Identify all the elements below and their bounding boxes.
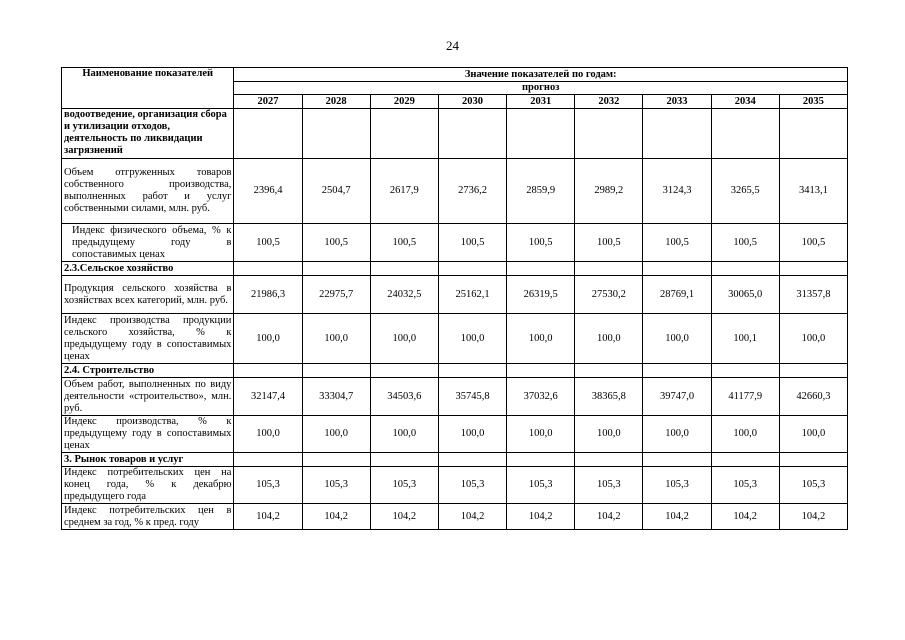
- value-cell: 42660,3: [779, 378, 847, 416]
- value-cell: 105,3: [507, 467, 575, 504]
- value-cell: 105,3: [643, 467, 711, 504]
- value-cell: 100,0: [438, 416, 506, 453]
- header-year: 2032: [575, 95, 643, 109]
- value-cell: [711, 364, 779, 378]
- value-cell: 105,3: [370, 467, 438, 504]
- value-cell: 2396,4: [234, 159, 302, 224]
- value-cell: [370, 262, 438, 276]
- value-cell: 105,3: [711, 467, 779, 504]
- table-row: [62, 453, 848, 467]
- value-cell: 100,0: [779, 416, 847, 453]
- value-cell: 100,0: [302, 314, 370, 364]
- value-cell: 100,5: [711, 224, 779, 262]
- value-cell: 105,3: [779, 467, 847, 504]
- value-cell: 100,5: [438, 224, 506, 262]
- value-cell: [643, 262, 711, 276]
- value-cell: 100,0: [507, 314, 575, 364]
- value-cell: 104,2: [575, 504, 643, 530]
- value-cell: 100,0: [575, 314, 643, 364]
- value-cell: [234, 109, 302, 159]
- value-cell: 100,5: [643, 224, 711, 262]
- value-cell: 100,5: [234, 224, 302, 262]
- value-cell: 2504,7: [302, 159, 370, 224]
- indicator-name: Объем работ, выполненных по виду деятельности «строительство», млн. руб.: [62, 378, 234, 416]
- value-cell: [438, 262, 506, 276]
- value-cell: [302, 262, 370, 276]
- value-cell: 104,2: [643, 504, 711, 530]
- value-cell: [507, 364, 575, 378]
- header-year: 2034: [711, 95, 779, 109]
- value-cell: 30065,0: [711, 276, 779, 314]
- value-cell: [370, 109, 438, 159]
- value-cell: 105,3: [438, 467, 506, 504]
- table-row: [62, 314, 848, 364]
- header-year: 2033: [643, 95, 711, 109]
- table-row: [62, 276, 848, 314]
- value-cell: 100,1: [711, 314, 779, 364]
- value-cell: [575, 109, 643, 159]
- table-header: [62, 68, 848, 109]
- value-cell: 34503,6: [370, 378, 438, 416]
- value-cell: 104,2: [507, 504, 575, 530]
- indicator-name: Объем отгруженных товаров собственного производства, выполненных работ и услуг собственными силами, млн. руб.: [62, 159, 234, 224]
- value-cell: 2859,9: [507, 159, 575, 224]
- indicator-name: водоотведение, организация сбора и утилизации отходов, деятельность по ликвидации загрязнений: [62, 109, 234, 159]
- value-cell: 3265,5: [711, 159, 779, 224]
- value-cell: [370, 364, 438, 378]
- table-row: [62, 224, 848, 262]
- value-cell: 24032,5: [370, 276, 438, 314]
- value-cell: [302, 364, 370, 378]
- header-year: 2027: [234, 95, 302, 109]
- indicator-name: Индекс потребительских цен в среднем за год, % к пред. году: [62, 504, 234, 530]
- value-cell: [575, 262, 643, 276]
- value-cell: 3413,1: [779, 159, 847, 224]
- value-cell: 100,0: [234, 416, 302, 453]
- value-cell: 3124,3: [643, 159, 711, 224]
- value-cell: 100,0: [370, 416, 438, 453]
- value-cell: [711, 453, 779, 467]
- indicator-name: Индекс производства продукции сельского хозяйства, % к предыдущему году в сопоставимых ценах: [62, 314, 234, 364]
- table-row: [62, 504, 848, 530]
- page-number: 24: [446, 38, 459, 53]
- value-cell: [370, 453, 438, 467]
- value-cell: [507, 453, 575, 467]
- header-year: 2030: [438, 95, 506, 109]
- value-cell: 100,0: [575, 416, 643, 453]
- value-cell: 37032,6: [507, 378, 575, 416]
- value-cell: 100,0: [370, 314, 438, 364]
- value-cell: [438, 109, 506, 159]
- value-cell: [711, 109, 779, 159]
- value-cell: 104,2: [711, 504, 779, 530]
- indicator-name: Индекс потребительских цен на конец года, % к декабрю предыдущего года: [62, 467, 234, 504]
- value-cell: 27530,2: [575, 276, 643, 314]
- value-cell: [575, 453, 643, 467]
- value-cell: [711, 262, 779, 276]
- table-row: [62, 467, 848, 504]
- value-cell: [234, 453, 302, 467]
- value-cell: 2617,9: [370, 159, 438, 224]
- value-cell: 41177,9: [711, 378, 779, 416]
- value-cell: [643, 109, 711, 159]
- value-cell: 25162,1: [438, 276, 506, 314]
- value-cell: [234, 364, 302, 378]
- value-cell: 100,0: [711, 416, 779, 453]
- value-cell: 21986,3: [234, 276, 302, 314]
- table-row: [62, 159, 848, 224]
- value-cell: 100,5: [575, 224, 643, 262]
- header-values-title: Значение показателей по годам:: [234, 68, 848, 82]
- value-cell: 100,0: [507, 416, 575, 453]
- value-cell: [302, 453, 370, 467]
- value-cell: 105,3: [302, 467, 370, 504]
- value-cell: 100,5: [302, 224, 370, 262]
- header-year: 2028: [302, 95, 370, 109]
- value-cell: [302, 109, 370, 159]
- value-cell: 104,2: [234, 504, 302, 530]
- value-cell: 26319,5: [507, 276, 575, 314]
- value-cell: 33304,7: [302, 378, 370, 416]
- header-year: 2031: [507, 95, 575, 109]
- indicator-name: 3. Рынок товаров и услуг: [62, 453, 234, 467]
- indicator-name: 2.4. Строительство: [62, 364, 234, 378]
- value-cell: 105,3: [234, 467, 302, 504]
- value-cell: [507, 109, 575, 159]
- value-cell: [643, 453, 711, 467]
- value-cell: 100,5: [507, 224, 575, 262]
- value-cell: [234, 262, 302, 276]
- header-year: 2029: [370, 95, 438, 109]
- value-cell: 104,2: [370, 504, 438, 530]
- indicator-name: Индекс производства, % к предыдущему году в сопоставимых ценах: [62, 416, 234, 453]
- indicator-name: Индекс физического объема, % к предыдущему году в сопоставимых ценах: [62, 224, 234, 262]
- value-cell: 100,0: [438, 314, 506, 364]
- value-cell: 104,2: [302, 504, 370, 530]
- value-cell: [779, 262, 847, 276]
- value-cell: 100,0: [643, 314, 711, 364]
- table-row: [62, 416, 848, 453]
- value-cell: [779, 364, 847, 378]
- header-forecast: прогноз: [234, 82, 848, 95]
- value-cell: [779, 453, 847, 467]
- value-cell: 104,2: [779, 504, 847, 530]
- value-cell: 100,0: [643, 416, 711, 453]
- value-cell: 32147,4: [234, 378, 302, 416]
- table-body: [62, 109, 848, 530]
- value-cell: [438, 364, 506, 378]
- value-cell: [438, 453, 506, 467]
- value-cell: [507, 262, 575, 276]
- table-row: [62, 109, 848, 159]
- value-cell: 22975,7: [302, 276, 370, 314]
- table-row: [62, 364, 848, 378]
- value-cell: 100,5: [779, 224, 847, 262]
- value-cell: [779, 109, 847, 159]
- value-cell: 39747,0: [643, 378, 711, 416]
- value-cell: 38365,8: [575, 378, 643, 416]
- value-cell: 100,0: [234, 314, 302, 364]
- value-cell: 35745,8: [438, 378, 506, 416]
- table-row: [62, 378, 848, 416]
- value-cell: 100,0: [779, 314, 847, 364]
- value-cell: 105,3: [575, 467, 643, 504]
- value-cell: [575, 364, 643, 378]
- value-cell: 100,5: [370, 224, 438, 262]
- value-cell: [643, 364, 711, 378]
- value-cell: 2989,2: [575, 159, 643, 224]
- value-cell: 31357,8: [779, 276, 847, 314]
- value-cell: 2736,2: [438, 159, 506, 224]
- indicators-table: [61, 67, 848, 530]
- value-cell: 28769,1: [643, 276, 711, 314]
- indicator-name: Продукция сельского хозяйства в хозяйствах всех категорий, млн. руб.: [62, 276, 234, 314]
- table-row: [62, 262, 848, 276]
- indicator-name: 2.3.Сельское хозяйство: [62, 262, 234, 276]
- header-year: 2035: [779, 95, 847, 109]
- header-indicator-name: Наименование показателей: [62, 68, 234, 109]
- value-cell: 104,2: [438, 504, 506, 530]
- value-cell: 100,0: [302, 416, 370, 453]
